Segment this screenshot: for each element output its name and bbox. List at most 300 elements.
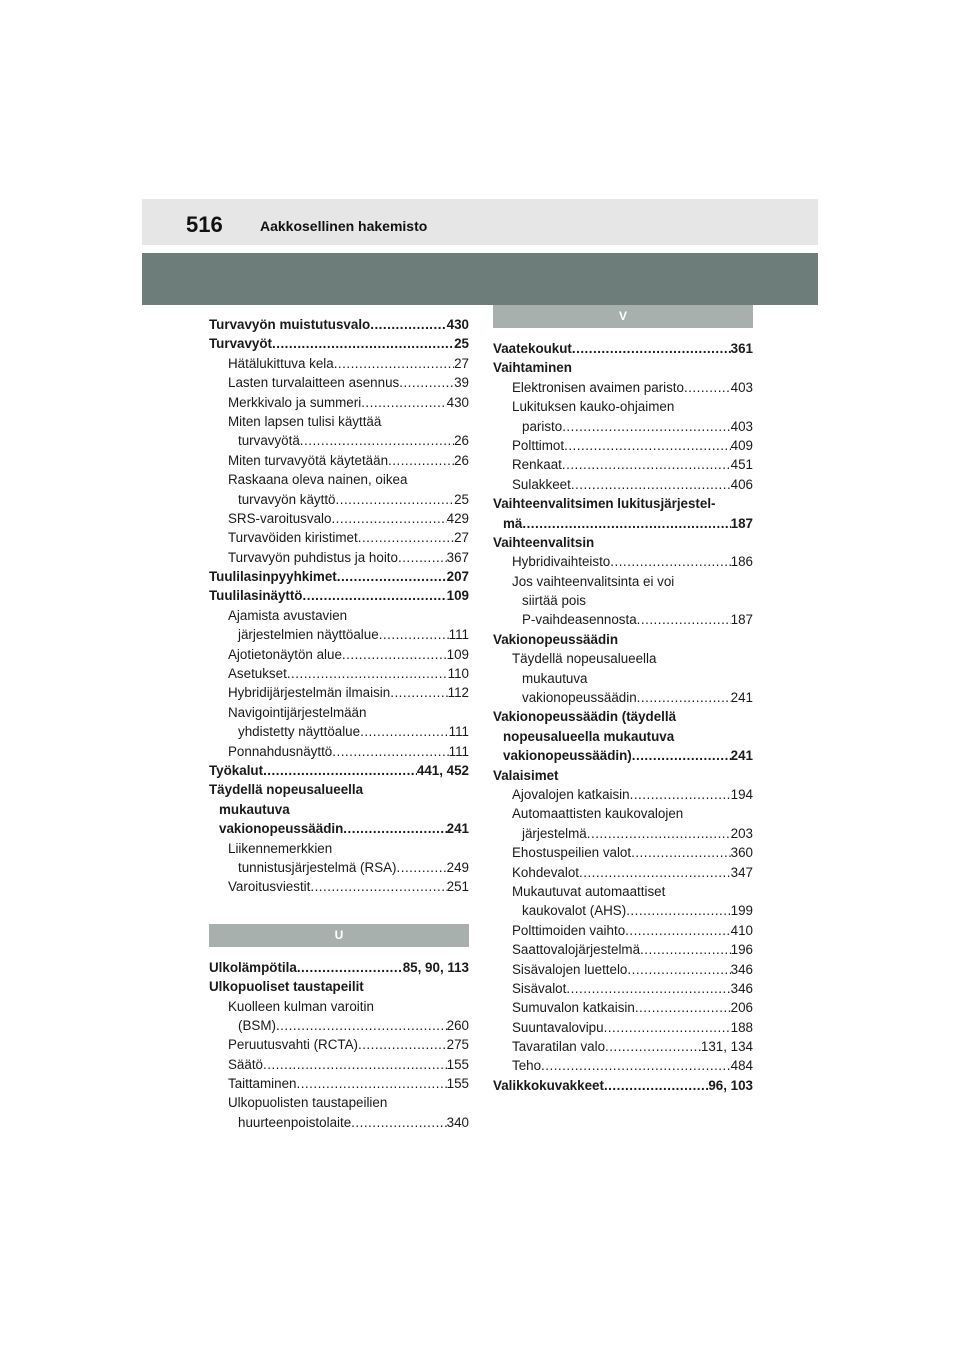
page-ref: 131, 134 [700,1039,753,1055]
entry-line [209,858,469,877]
section-gap [493,328,753,339]
page-header-bar [142,199,818,245]
entry-text: Asetukset [228,666,287,682]
page-ref: 241 [730,690,753,706]
page-ref: 109 [446,588,469,604]
index-column-left [209,305,469,1132]
entry-text: Vaihteenvalitsimen lukitusjärjestel- [493,496,716,512]
page-ref: 111 [448,724,469,740]
index-subentry [209,1074,469,1093]
entry-text: huurteenpoistolaite [238,1114,352,1130]
entry-text: Polttimoiden vaihto [512,922,626,938]
index-heading [209,977,469,996]
dot-leader [631,843,731,862]
entry-line [493,843,753,862]
index-heading [493,494,753,533]
entry-line [209,490,469,509]
entry-text: Hybridivaihteisto [512,554,611,570]
entry-text: Valikkokuvakkeet [493,1077,604,1093]
dot-leader [626,901,730,920]
entry-text: mä [503,515,523,531]
page-ref: 241 [730,748,753,764]
dot-leader [637,688,731,707]
entry-text: Teho [512,1058,542,1074]
entry-text: Renkaat [512,457,562,473]
index-subentry [493,785,753,804]
entry-line [209,1016,469,1035]
dot-leader [604,1076,708,1095]
page-ref: 27 [454,530,469,546]
dot-leader [343,819,446,838]
entry-line [493,746,753,765]
page-ref: 155 [446,1056,469,1072]
entry-text: Vakionopeussäädin [493,631,619,647]
entry-line [209,1055,469,1074]
page-ref: 410 [730,922,753,938]
entry-text: järjestelmä [522,825,587,841]
entry-line [209,315,469,334]
entry-line [209,977,469,996]
entry-line [493,455,753,474]
dot-leader [370,315,446,334]
entry-text: Merkkivalo ja summeri [228,394,362,410]
dot-leader [296,1074,446,1093]
entry-text: Vakionopeussäädin (täydellä [493,709,677,725]
entry-line [209,606,469,625]
entry-line [209,625,469,644]
index-subentry [209,683,469,702]
entry-text: Elektronisen avaimen paristo [512,379,684,395]
entry-text: Sumuvalon katkaisin [512,1000,635,1016]
entry-text: Ulkopuoliset taustapeilit [209,979,364,995]
page-ref: 451 [730,457,753,473]
page-ref: 430 [446,394,469,410]
entry-text: Sulakkeet [512,476,571,492]
page-ref: 367 [446,549,469,565]
index-subentry [493,378,753,397]
index-subentry [209,548,469,567]
entry-text: Sisävalojen luettelo [512,961,628,977]
index-heading [209,586,469,605]
entry-text: Turvavyöt [209,336,273,352]
entry-text: Ajotietonäytön alue [228,646,342,662]
dot-leader [397,858,447,877]
page-ref: 109 [446,646,469,662]
entry-line [209,722,469,741]
page-ref: 346 [730,980,753,996]
page-ref: 110 [447,666,469,682]
page-title: Aakkosellinen hakemisto [260,218,428,234]
dot-leader [358,528,454,547]
dot-leader [571,475,731,494]
entry-text: mukautuva [219,801,290,817]
entry-line [493,378,753,397]
entry-line [209,354,469,373]
dot-leader [399,373,454,392]
entry-line [493,707,753,726]
dot-leader [388,451,454,470]
index-subentry [493,436,753,455]
entry-line [493,514,753,533]
page-ref: 26 [454,452,469,468]
dot-leader [272,334,454,353]
dot-leader [390,683,447,702]
index-heading [493,339,753,358]
dot-leader [564,436,731,455]
entry-line [209,451,469,470]
index-subentry [209,703,469,742]
dot-leader [632,746,731,765]
page-ref: 199 [730,903,753,919]
entry-line [493,824,753,843]
entry-line [493,417,753,436]
dot-leader [684,378,731,397]
page-number: 516 [186,212,223,237]
index-subentry [493,804,753,843]
entry-line [209,1113,469,1132]
page-ref: 187 [730,515,753,531]
dot-leader [303,586,447,605]
entry-text: Raskaana oleva nainen, oikea [228,472,408,488]
page-ref: 27 [454,355,469,371]
index-subentry [209,451,469,470]
page-ref: 188 [730,1019,753,1035]
index-heading [209,334,469,353]
index-subentry [493,1037,753,1056]
index-subentry [209,393,469,412]
entry-line [493,649,753,668]
entry-line [209,664,469,683]
dot-leader [522,514,730,533]
dot-leader [587,824,731,843]
entry-line [209,819,469,838]
index-subentry [493,572,753,630]
page-ref: 111 [448,743,469,759]
index-subentry [493,863,753,882]
index-subentry [209,354,469,373]
index-subentry [493,979,753,998]
index-subentry [493,998,753,1017]
index-subentry [493,552,753,571]
dot-leader [336,490,455,509]
entry-text: turvavyötä [238,433,300,449]
entry-line [209,334,469,353]
entry-line [493,921,753,940]
entry-line [209,567,469,586]
index-subentry [493,475,753,494]
dot-leader [379,625,449,644]
entry-line [493,785,753,804]
page-ref: 409 [730,437,753,453]
index-subentry [209,373,469,392]
dot-leader [263,1055,447,1074]
entry-text: Hätälukittuva kela [228,355,334,371]
entry-text: Turvavyön puhdistus ja hoito [228,549,398,565]
dot-leader [337,567,447,586]
dot-leader [334,354,454,373]
dot-leader [297,958,403,977]
page-ref: 430 [446,317,469,332]
dot-leader [331,509,446,528]
entry-text: Kohdevalot [512,864,580,880]
entry-text: Liikennemerkkien [228,840,333,856]
entry-line [493,1018,753,1037]
entry-line [209,958,469,977]
index-heading [493,707,753,765]
dot-leader [310,877,446,896]
index-heading [209,761,469,780]
entry-text: SRS-varoitusvalo [228,510,332,526]
index-subentry [493,455,753,474]
entry-line [493,766,753,785]
entry-text: paristo [522,418,563,434]
index-subentry [493,921,753,940]
entry-line [493,591,753,610]
entry-text: Peruutusvahti (RCTA) [228,1037,358,1053]
entry-line [209,1093,469,1112]
entry-text: Tuulilasinpyyhkimet [209,569,337,585]
dot-leader [604,1018,731,1037]
entry-line [209,548,469,567]
entry-text: Hybridijärjestelmän ilmaisin [228,685,391,701]
index-subentry [209,742,469,761]
entry-text: kaukovalot (AHS) [522,903,627,919]
page-ref: 206 [730,1000,753,1016]
entry-line [209,997,469,1016]
entry-text: Miten lapsen tulisi käyttää [228,413,382,429]
entry-text: Navigointijärjestelmään [228,704,367,720]
entry-text: mukautuva [522,670,588,686]
page-ref: 96, 103 [708,1077,753,1093]
page-ref: 340 [446,1114,469,1130]
entry-line [209,645,469,664]
entry-line [493,436,753,455]
dot-leader [541,1056,731,1075]
entry-line [493,669,753,688]
dot-leader [342,645,447,664]
index-subentry [493,1018,753,1037]
entry-line [493,863,753,882]
index-heading [209,780,469,838]
entry-text: vakionopeussäädin) [503,748,632,764]
page-ref: 260 [446,1017,469,1033]
dot-leader [361,393,446,412]
page-ref: 403 [730,418,753,434]
index-subentry [493,940,753,959]
index-heading [493,766,753,785]
header-band [142,253,818,305]
dot-leader [398,548,447,567]
dot-leader [637,610,731,629]
index-heading [209,315,469,334]
page-ref: 196 [730,942,753,958]
entry-line [209,412,469,431]
entry-text: Varoitusviestit [228,879,311,895]
index-heading [493,533,753,552]
dot-leader [640,940,731,959]
entry-line [209,509,469,528]
entry-text: (BSM) [238,1017,276,1033]
index-subentry [493,397,753,436]
page-ref: 406 [730,476,753,492]
page-ref: 249 [446,859,469,875]
index-subentry [209,1035,469,1054]
page-ref: 187 [730,612,753,628]
page-ref: 26 [454,433,469,449]
entry-text: Polttimot [512,437,565,453]
entry-text: Ehostuspeilien valot [512,845,632,861]
entry-text: Ulkopuolisten taustapeilien [228,1095,388,1111]
page-ref: 39 [454,375,469,391]
dot-leader [351,1113,446,1132]
dot-leader [610,552,730,571]
section-letter: V [493,305,753,328]
entry-line [209,431,469,450]
section-spacer [209,897,469,924]
index-subentry [209,412,469,451]
entry-line [209,586,469,605]
entry-text: vakionopeussäädin [522,690,637,706]
entry-text: Ponnahdusnäyttö [228,743,333,759]
dot-leader [627,960,730,979]
entry-line [209,761,469,780]
entry-text: tunnistusjärjestelmä (RSA) [238,859,397,875]
index-subentry [209,877,469,896]
page-ref: 429 [446,510,469,526]
entry-line [493,533,753,552]
dot-leader [635,998,731,1017]
entry-line [209,393,469,412]
entry-line [209,800,469,819]
entry-line [493,688,753,707]
dot-leader [360,722,449,741]
entry-text: Mukautuvat automaattiset [512,883,666,899]
index-subentry [209,664,469,683]
dot-leader [358,1035,447,1054]
page-ref: 186 [730,554,753,570]
entry-text: yhdistetty näyttöalue [238,724,361,740]
entry-line [493,572,753,591]
page-ref: 155 [446,1076,469,1092]
entry-text: P-vaihdeasennosta [522,612,637,628]
dot-leader [572,339,731,358]
entry-text: järjestelmien näyttöalue [238,627,379,643]
entry-text: Taittaminen [228,1076,297,1092]
page-ref: 111 [448,627,469,643]
dot-leader [276,1016,447,1035]
column-top-pad [209,305,469,315]
entry-text: Vaatekoukut [493,341,572,356]
page-ref: 346 [730,961,753,977]
page-ref: 241 [446,821,469,837]
page-ref: 85, 90, 113 [402,959,469,975]
entry-line [209,1074,469,1093]
entry-line [493,901,753,920]
index-heading [493,1076,753,1095]
entry-line [493,339,753,358]
entry-text: Automaattisten kaukovalojen [512,806,684,822]
entry-text: Lasten turvalaitteen asennus [228,375,400,391]
index-heading [493,630,753,649]
index-subentry [209,997,469,1036]
index-heading [209,958,469,977]
entry-text: Valaisimet [493,767,559,783]
entry-text: Vaihtaminen [493,360,572,376]
entry-text: Jos vaihteenvalitsinta ei voi [512,573,675,589]
entry-line [209,839,469,858]
index-subentry [209,1055,469,1074]
entry-line [209,877,469,896]
entry-line [209,703,469,722]
section-letter: U [209,924,469,947]
page-ref: 203 [730,825,753,841]
entry-line [493,397,753,416]
page-ref: 361 [730,341,753,356]
page-ref: 251 [446,879,469,895]
entry-line [493,727,753,746]
entry-line [209,470,469,489]
entry-text: Täydellä nopeusalueella [209,782,364,798]
index-subentry [209,509,469,528]
index-heading [209,567,469,586]
dot-leader [263,761,417,780]
entry-line [209,1035,469,1054]
entry-line [493,940,753,959]
entry-text: Säätö [228,1056,263,1072]
entry-line [493,475,753,494]
dot-leader [625,921,731,940]
index-heading [493,358,753,377]
entry-line [493,960,753,979]
dot-leader [287,664,448,683]
index-subentry [209,645,469,664]
index-subentry [209,606,469,645]
entry-text: Tuulilasinäyttö [209,588,303,604]
entry-text: Lukituksen kauko-ohjaimen [512,399,675,415]
entry-text: siirtää pois [522,593,587,609]
entry-text: Ajovalojen katkaisin [512,786,630,802]
entry-line [209,742,469,761]
entry-line [493,630,753,649]
page-ref: 207 [446,569,469,585]
entry-text: turvavyön käyttö [238,491,336,507]
index-subentry [209,839,469,878]
entry-line [209,683,469,702]
entry-line [493,1037,753,1056]
index-column-right [493,305,753,1095]
page-ref: 275 [446,1037,469,1053]
index-subentry [209,1093,469,1132]
entry-line [209,373,469,392]
entry-line [209,780,469,799]
index-subentry [493,843,753,862]
entry-line [209,528,469,547]
entry-line [493,1076,753,1095]
entry-line [493,998,753,1017]
index-subentry [209,470,469,509]
entry-line [493,610,753,629]
entry-line [493,882,753,901]
entry-text: Ulkolämpötila [209,959,297,975]
entry-text: nopeusalueella mukautuva [503,728,675,744]
index-subentry [209,528,469,547]
entry-line [493,1056,753,1075]
entry-text: Ajamista avustavien [228,607,348,623]
entry-text: Turvavöiden kiristimet [228,530,358,546]
dot-leader [605,1037,701,1056]
entry-text: Suuntavalovipu [512,1019,604,1035]
entry-line [493,552,753,571]
